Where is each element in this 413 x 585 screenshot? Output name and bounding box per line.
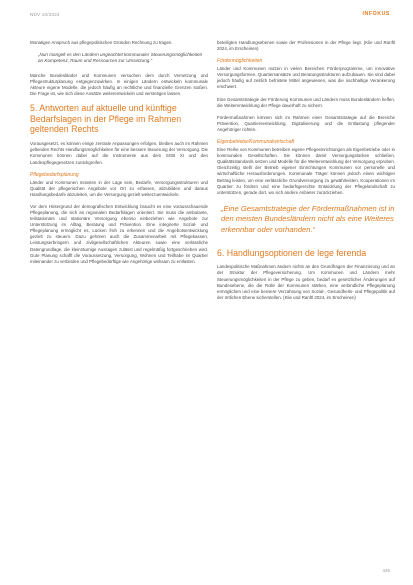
left-paragraph-2: Manche Bundesländer und Kommunen versuchen dem durch Vernetzung und Pflegestrukturplanung entgegenzuwirken. In einigen Ländern entwickeln kommunale Akteure eigene Modelle, die jedoch häufig an rechtliche und finanzielle Grenzen stoßen. Die Frage ist, wie sich diese Ansätze weiterentwickeln und verstetigen lassen.: [30, 72, 208, 96]
page-number: 445: [382, 568, 390, 573]
right-paragraph-4: Fördermaßnahmen können sich im Rahmen einer Gesamtstrategie auf die Bereiche Prävention, Quartiersentwicklung, Digitalisierung und die Entlastung pflegender Angehöriger richten.: [217, 114, 395, 132]
right-paragraph-5: Eine Reihe von Kommunen betreiben eigene Pflegeeinrichtungen als Eigenbetriebe oder in kommunalen Gesellschaften. Sie können damit Versorgungslücken schließen, Qualitätsstandards setzen und Modelle für die Weiterentwicklung der Versorgung erproben. Gleichzeitig stellt der Betrieb eigener Einrichtungen Kommunen vor personelle und wirtschaftliche Herausforderungen. Kommunale Träger können jedoch einen wichtigen Beitrag leisten, um eine verlässliche Grundversorgung zu gewährleisten, Kooperationen im Quartier zu fördern und eine bedarfsgerechte Entwicklung der Pflegelandschaft zu unterstützen, gerade dort, wo sich andere Anbieter zurückziehen.: [217, 147, 395, 195]
right-paragraph-1: beteiligten Handlungsebenen sowie der Professionen in der Pflege liegt. (Klie und Ranftl 2024, im Erscheinen): [217, 40, 395, 52]
left-column: [30, 40, 208, 271]
left-paragraph-1: Monatigen Anspruch aus pflegepolitischen Gründen Rechnung zu tragen.: [30, 40, 173, 45]
left-paragraph-4: Länder und Kommunen müssten in der Lage sein, Bedarfe, Versorgungsstrukturen und Qualität der pflegerischen Angebote vor Ort zu erfassen, abzubilden und daraus Handlungsbedarfe abzuleiten, um die Versorgung gezielt weiterzuentwickeln.: [30, 179, 208, 197]
running-header-issue: NDV 10/2024: [30, 12, 60, 17]
highlight-quote: „Eine Gesamtstrategie der Fördermaßnahmen ist in den meisten Bundesländern nicht als eine Weiteres erkennbar oder vorhanden.“: [221, 203, 395, 234]
subheading-foerdermoeglichkeiten: Fördermöglichkeiten: [217, 58, 263, 65]
right-column: [217, 40, 395, 307]
section-heading-5: 5. Antworten auf aktuelle und künftige Bedarfslagen in der Pflege im Rahmen geltenden Rechts: [30, 102, 182, 135]
running-header-section: INFOKUS: [362, 11, 390, 17]
subheading-eigenbetriebe: Eigenbetriebe/Kommunalwirtschaft: [217, 139, 295, 146]
right-paragraph-2: Länder und Kommunen nutzen in vielen Bereichen Förderprogramme, um innovative Versorgungsformen, Quartiersansätze und Beratungsstrukturen aufzubauen. Sie sind dabei jedoch häufig auf zeitlich befristete Mittel angewiesen, was die nachhaltige Verankerung erschwert.: [217, 66, 395, 90]
right-paragraph-3: Eine Gesamtstrategie der Förderung Kommunen und Ländern muss Bundesländern helfen, die Weiterentwicklung der Pflege dauerhaft zu sichern.: [217, 96, 395, 108]
left-pull-quote: „Nun mangelt es den Ländern ungeachtet kommunaler Steuerungsmöglichkeiten an Kompetenz, Raum und Ressourcen zur Umsetzung.“: [38, 52, 203, 64]
left-paragraph-3: Vorausgesetzt, es können einige zentrale Anpassungen erfolgen, bleiben auch im Rahmen geltenden Rechts Handlungsmöglichkeiten für eine bessere Steuerung der Versorgung. Die Kommunen können dabei auf die Instrumente aus dem SGB XI und den Landespflegegesetzen zurückgreifen.: [30, 141, 208, 165]
section-heading-6: 6. Handlungsoptionen de lege ferenda: [217, 247, 367, 258]
subheading-pflegebedarfsplanung: Pflegebedarfsplanung: [30, 171, 79, 178]
right-paragraph-6: Landespolitische Maßnahmen ändern nichts an den Grundfragen der Finanzierung und an der Struktur der Pflegeversicherung. Um Kommunen und Ländern mehr Steuerungsmöglichkeiten in der Pflege zu geben, bedarf es gesetzlicher Änderungen auf Bundesebene, die die Rolle der Kommunen stärken, eine verbindliche Pflegeplanung ermöglichen und eine bessere Verzahnung von Sozial-, Gesundheits- und Pflegepolitik auf der örtlichen Ebene sicherstellen. (Klie und Ranftl 2024, im Erscheinen): [217, 264, 395, 300]
left-paragraph-5: Vor dem Hintergrund der demografischen Entwicklung braucht es eine vorausschauende Pflegeplanung, die sich an regionalen Bedarfslagen orientiert. Sie muss die ambulante, teilstationäre und stationäre Versorgung ebenso einbeziehen wie Angebote zur Unterstützung im Alltag, Beratung und Prävention. Eine integrierte Sozial- und Pflegeplanung ermöglicht es, Lücken früh zu erkennen und die Angebotsentwicklung gezielt zu steuern. Dazu gehören auch die Zusammenarbeit mit Pflegekassen, Leistungserbringern und zivilgesellschaftlichen Akteuren sowie eine verlässliche Datengrundlage, die kleinräumige Aussagen zulässt und regelmäßig fortgeschrieben wird. Gute Planung schafft die Voraussetzung, Versorgung, Wohnen und Teilhabe im Quartier miteinander zu verbinden und Pflegebedürftige wie Angehörige wirksam zu entlasten.: [30, 203, 208, 264]
